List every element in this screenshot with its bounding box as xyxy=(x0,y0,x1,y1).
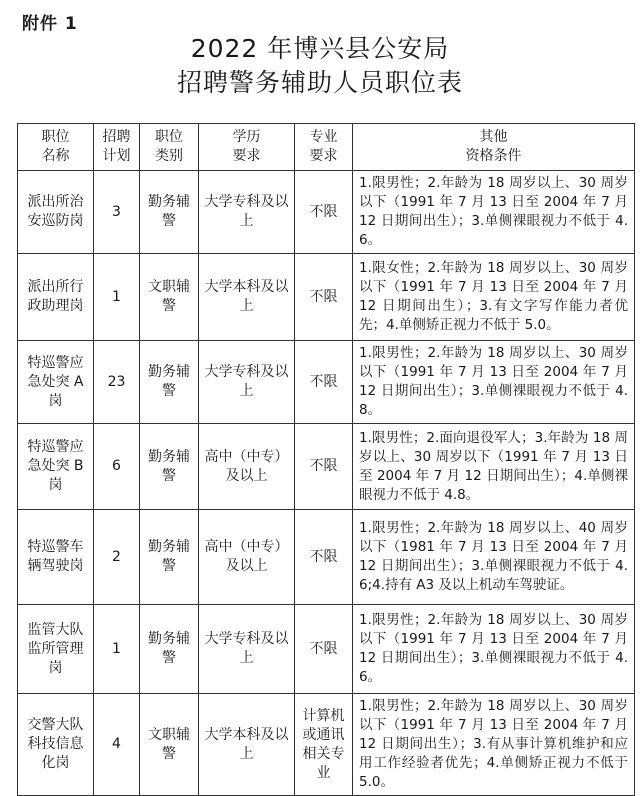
header-count-text: 招聘 计划 xyxy=(102,129,131,164)
table-row xyxy=(18,510,635,605)
header-education-text: 学历 要求 xyxy=(232,129,261,164)
page-title: 2022 年博兴县公安局 xyxy=(190,34,450,63)
cell-count: 6 xyxy=(94,424,140,510)
header-other xyxy=(353,124,635,171)
header-education xyxy=(199,124,295,171)
page-subtitle: 招聘警务辅助人员职位表 xyxy=(176,68,463,97)
cell-count: 1 xyxy=(94,254,140,341)
table-row xyxy=(18,341,635,424)
cell-category: 勤务辅警 xyxy=(140,171,199,254)
cell-count: 3 xyxy=(94,171,140,254)
cell-other: 1.限男性；2.面向退役军人；3.年龄为 18 周岁以上、30 周岁以下（1991 年 7 月 13 日至 2004 年 7 月 12 日期间出生）；4.单侧裸眼视力不低于 4.8。 xyxy=(353,424,635,510)
header-category-text: 职位 类别 xyxy=(155,129,183,164)
cell-education: 大学本科及以上 xyxy=(199,694,295,796)
cell-education: 大学专科及以上 xyxy=(199,605,295,694)
cell-major: 不限 xyxy=(295,424,353,510)
cell-count: 1 xyxy=(94,605,140,694)
cell-category: 勤务辅警 xyxy=(140,510,199,605)
cell-other: 1.限男性；2.年龄为 18 周岁以上、40 周岁以下（1981 年 7 月 13 日至 2004 年 7 月 12 日期间出生）；3.单侧裸眼视力不低于 4.6;4.持有 A3 及以上机动车驾驶证。 xyxy=(353,510,635,605)
cell-category: 文职辅警 xyxy=(140,694,199,796)
cell-position: 特巡警车辆驾驶岗 xyxy=(18,510,94,605)
cell-other: 1.限女性；2.年龄为 18 周岁以上、30 周岁以下（1991 年 7 月 13 日至 2004 年 7 月 12 日期间出生）；3.有文字写作能力者优先；4.单侧矫正视力不低于 5.0。 xyxy=(353,254,635,341)
table-row xyxy=(18,605,635,694)
header-major xyxy=(295,124,353,171)
attachment-label: 附件 1 xyxy=(22,14,78,34)
cell-education: 高中（中专）及以上 xyxy=(199,424,295,510)
cell-major: 不限 xyxy=(295,254,353,341)
table-row xyxy=(18,424,635,510)
cell-other: 1.限男性；2.年龄为 18 周岁以上、30 周岁以下（1991 年 7 月 13 日至 2004 年 7 月 12 日期间出生）；3.单侧裸眼视力不低于 4.6。 xyxy=(353,605,635,694)
header-position-l1: 职位 名称 xyxy=(41,129,70,164)
table-row xyxy=(18,171,635,254)
cell-education: 大学专科及以上 xyxy=(199,341,295,424)
cell-major: 不限 xyxy=(295,171,353,254)
cell-position: 特巡警应急处突 B 岗 xyxy=(18,424,94,510)
cell-category: 勤务辅警 xyxy=(140,605,199,694)
cell-major: 不限 xyxy=(295,341,353,424)
cell-count: 23 xyxy=(94,341,140,424)
cell-education: 大学专科及以上 xyxy=(199,171,295,254)
cell-count: 4 xyxy=(94,694,140,796)
header-count xyxy=(94,124,140,171)
cell-position: 交警大队科技信息化岗 xyxy=(18,694,94,796)
cell-major: 不限 xyxy=(295,510,353,605)
table-row xyxy=(18,254,635,341)
header-category xyxy=(140,124,199,171)
cell-category: 勤务辅警 xyxy=(140,424,199,510)
cell-education: 高中（中专）及以上 xyxy=(199,510,295,605)
cell-position: 派出所治安巡防岗 xyxy=(18,171,94,254)
cell-position: 监管大队监所管理岗 xyxy=(18,605,94,694)
table-header-row xyxy=(18,124,635,171)
cell-position: 派出所行政助理岗 xyxy=(18,254,94,341)
cell-category: 文职辅警 xyxy=(140,254,199,341)
cell-other: 1.限男性；2.年龄为 18 周岁以上、30 周岁以下（1991 年 7 月 13 日至 2004 年 7 月 12 日期间出生）；3.有从事计算机维护和应用工作经验者优先；4.单侧矫正视力不低于 5.0。 xyxy=(353,694,635,796)
cell-position: 特巡警应急处突 A 岗 xyxy=(18,341,94,424)
cell-education: 大学本科及以上 xyxy=(199,254,295,341)
cell-major: 计算机或通讯相关专业 xyxy=(295,694,353,796)
cell-count: 2 xyxy=(94,510,140,605)
positions-table xyxy=(17,123,635,796)
header-position xyxy=(18,124,94,171)
cell-category: 勤务辅警 xyxy=(140,341,199,424)
table-row xyxy=(18,694,635,796)
header-other-text: 其他 资格条件 xyxy=(465,129,522,164)
cell-other: 1.限男性；2.年龄为 18 周岁以上、30 周岁以下（1991 年 7 月 13 日至 2004 年 7 月 12 日期间出生）；3.单侧裸眼视力不低于 4.8。 xyxy=(353,341,635,424)
header-major-text: 专业 要求 xyxy=(309,129,338,164)
cell-major: 不限 xyxy=(295,605,353,694)
cell-other: 1.限男性；2.年龄为 18 周岁以上、30 周岁以下（1991 年 7 月 13 日至 2004 年 7 月 12 日期间出生）；3.单侧裸眼视力不低于 4.6。 xyxy=(353,171,635,254)
